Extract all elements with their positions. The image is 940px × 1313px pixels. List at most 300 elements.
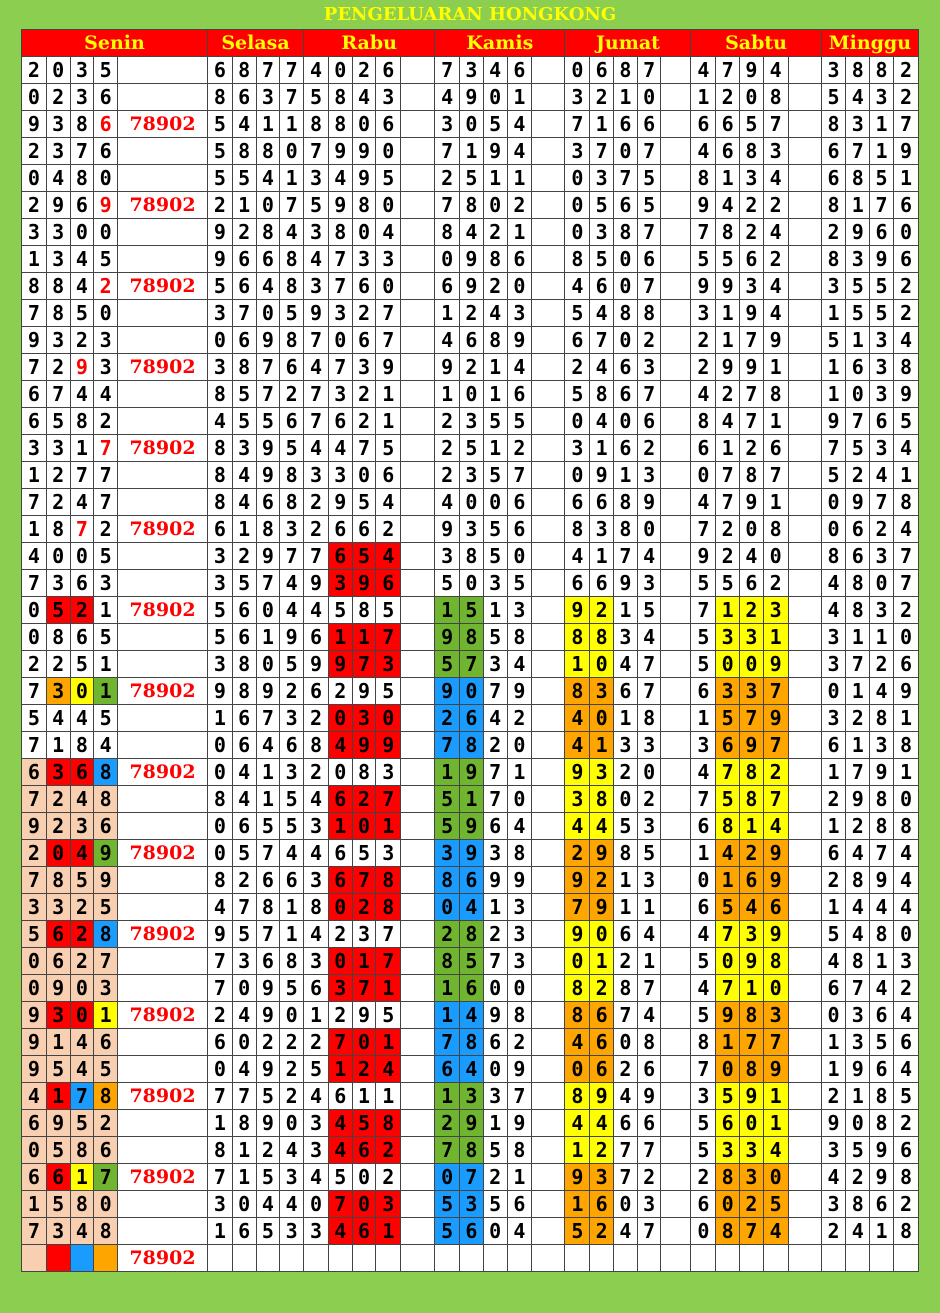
jumat-digit: 8 bbox=[565, 678, 590, 705]
senin-digit: 5 bbox=[94, 246, 118, 273]
senin-digit bbox=[70, 1245, 94, 1272]
minggu-digit: 3 bbox=[821, 1137, 846, 1164]
senin-digit: 3 bbox=[70, 84, 94, 111]
kamis-digit bbox=[507, 1245, 532, 1272]
sabtu-digit bbox=[763, 1245, 788, 1272]
spacer-cell bbox=[661, 138, 691, 165]
jumat-digit: 7 bbox=[637, 1218, 661, 1245]
selasa-digit: 6 bbox=[232, 246, 256, 273]
minggu-digit: 2 bbox=[846, 462, 870, 489]
senin-digit: 8 bbox=[94, 1218, 118, 1245]
result-row bbox=[22, 1083, 919, 1110]
sabtu-digit: 9 bbox=[763, 921, 788, 948]
senin-digit: 2 bbox=[70, 597, 94, 624]
minggu-digit: 7 bbox=[870, 840, 894, 867]
kamis-digit: 9 bbox=[483, 867, 507, 894]
rabu-digit: 0 bbox=[352, 813, 376, 840]
kamis-digit: 5 bbox=[483, 516, 507, 543]
minggu-digit: 7 bbox=[821, 435, 846, 462]
selasa-digit: 1 bbox=[232, 192, 256, 219]
jumat-digit: 8 bbox=[565, 1002, 590, 1029]
senin-digit: 3 bbox=[70, 57, 94, 84]
selasa-digit: 5 bbox=[207, 165, 232, 192]
sabtu-digit: 5 bbox=[691, 1137, 716, 1164]
jumat-digit: 6 bbox=[637, 246, 661, 273]
rabu-digit: 0 bbox=[352, 219, 376, 246]
kamis-digit: 9 bbox=[483, 1002, 507, 1029]
selasa-digit: 3 bbox=[280, 759, 304, 786]
sabtu-digit: 7 bbox=[739, 1218, 763, 1245]
kamis-digit: 5 bbox=[435, 1191, 460, 1218]
senin-digit: 5 bbox=[46, 408, 70, 435]
minggu-digit: 8 bbox=[893, 732, 918, 759]
rabu-digit: 6 bbox=[352, 516, 376, 543]
senin-digit: 2 bbox=[46, 651, 70, 678]
jumat-digit: 4 bbox=[637, 921, 661, 948]
jumat-digit: 2 bbox=[590, 1137, 614, 1164]
senin-digit: 4 bbox=[46, 165, 70, 192]
jumat-digit: 6 bbox=[590, 273, 614, 300]
senin-digit: 5 bbox=[94, 624, 118, 651]
jumat-digit: 0 bbox=[565, 165, 590, 192]
jumat-digit: 2 bbox=[613, 1056, 637, 1083]
rabu-digit: 7 bbox=[328, 354, 352, 381]
senin-digit: 9 bbox=[22, 1056, 47, 1083]
minggu-digit: 2 bbox=[870, 516, 894, 543]
sabtu-digit: 1 bbox=[763, 408, 788, 435]
minggu-digit: 6 bbox=[821, 840, 846, 867]
spacer-cell bbox=[661, 948, 691, 975]
rabu-digit: 2 bbox=[352, 57, 376, 84]
minggu-digit: 2 bbox=[870, 651, 894, 678]
jumat-digit: 6 bbox=[590, 570, 614, 597]
rabu-digit: 8 bbox=[328, 111, 352, 138]
key-number bbox=[118, 624, 208, 651]
rabu-digit: 1 bbox=[376, 813, 401, 840]
selasa-digit: 4 bbox=[256, 165, 280, 192]
minggu-digit: 0 bbox=[893, 786, 918, 813]
minggu-digit: 9 bbox=[893, 678, 918, 705]
key-number bbox=[118, 1029, 208, 1056]
selasa-digit: 0 bbox=[232, 1029, 256, 1056]
kamis-digit: 1 bbox=[435, 381, 460, 408]
senin-digit: 1 bbox=[46, 1083, 70, 1110]
spacer-cell bbox=[661, 651, 691, 678]
sabtu-digit: 9 bbox=[763, 327, 788, 354]
selasa-digit: 6 bbox=[207, 1029, 232, 1056]
spacer-cell bbox=[401, 543, 435, 570]
sabtu-digit: 8 bbox=[716, 1218, 740, 1245]
jumat-digit: 1 bbox=[613, 705, 637, 732]
rabu-digit: 1 bbox=[352, 1083, 376, 1110]
kamis-digit: 1 bbox=[483, 1110, 507, 1137]
sabtu-digit: 1 bbox=[691, 705, 716, 732]
sabtu-digit bbox=[716, 1245, 740, 1272]
selasa-digit bbox=[280, 1245, 304, 1272]
minggu-digit: 8 bbox=[893, 813, 918, 840]
sabtu-digit: 2 bbox=[691, 327, 716, 354]
selasa-digit: 6 bbox=[256, 489, 280, 516]
spacer-cell bbox=[532, 1137, 565, 1164]
jumat-digit: 1 bbox=[590, 435, 614, 462]
kamis-digit: 5 bbox=[460, 597, 484, 624]
senin-digit: 8 bbox=[70, 732, 94, 759]
kamis-digit: 1 bbox=[435, 1002, 460, 1029]
senin-digit: 8 bbox=[70, 165, 94, 192]
sabtu-digit: 1 bbox=[763, 1083, 788, 1110]
jumat-digit: 0 bbox=[613, 246, 637, 273]
selasa-digit: 1 bbox=[280, 894, 304, 921]
sabtu-digit: 0 bbox=[763, 543, 788, 570]
spacer-cell bbox=[661, 786, 691, 813]
minggu-digit: 4 bbox=[846, 1218, 870, 1245]
spacer-cell bbox=[661, 678, 691, 705]
sabtu-digit: 5 bbox=[739, 111, 763, 138]
result-row bbox=[22, 624, 919, 651]
selasa-digit: 7 bbox=[256, 570, 280, 597]
kamis-digit: 3 bbox=[460, 1191, 484, 1218]
jumat-digit: 7 bbox=[613, 1164, 637, 1191]
key-number: 78902 bbox=[118, 921, 208, 948]
selasa-digit: 9 bbox=[207, 678, 232, 705]
rabu-digit: 7 bbox=[304, 543, 329, 570]
sabtu-digit: 1 bbox=[691, 84, 716, 111]
jumat-digit: 5 bbox=[637, 597, 661, 624]
senin-digit: 0 bbox=[70, 219, 94, 246]
selasa-digit: 1 bbox=[280, 921, 304, 948]
jumat-digit: 9 bbox=[590, 894, 614, 921]
jumat-digit: 7 bbox=[637, 975, 661, 1002]
jumat-digit: 6 bbox=[613, 354, 637, 381]
spacer-cell bbox=[661, 543, 691, 570]
sabtu-digit: 4 bbox=[763, 1218, 788, 1245]
minggu-digit: 4 bbox=[893, 327, 918, 354]
senin-digit: 8 bbox=[70, 408, 94, 435]
header-kamis: Kamis bbox=[435, 30, 565, 57]
senin-digit: 9 bbox=[22, 1029, 47, 1056]
key-number bbox=[118, 246, 208, 273]
kamis-digit: 7 bbox=[435, 138, 460, 165]
rabu-digit: 3 bbox=[376, 840, 401, 867]
spacer-cell bbox=[401, 1056, 435, 1083]
jumat-digit: 3 bbox=[613, 624, 637, 651]
kamis-digit: 6 bbox=[460, 867, 484, 894]
jumat-digit bbox=[565, 1245, 590, 1272]
selasa-digit: 3 bbox=[207, 543, 232, 570]
minggu-digit: 8 bbox=[870, 705, 894, 732]
sabtu-digit: 9 bbox=[763, 705, 788, 732]
minggu-digit: 4 bbox=[870, 975, 894, 1002]
senin-digit: 2 bbox=[70, 894, 94, 921]
header-rabu: Rabu bbox=[304, 30, 435, 57]
senin-digit: 7 bbox=[22, 678, 47, 705]
result-row bbox=[22, 1191, 919, 1218]
kamis-digit: 5 bbox=[435, 1218, 460, 1245]
rabu-digit: 3 bbox=[304, 273, 329, 300]
minggu-digit: 3 bbox=[870, 543, 894, 570]
spacer-cell bbox=[532, 786, 565, 813]
jumat-digit: 0 bbox=[613, 1029, 637, 1056]
rabu-digit: 3 bbox=[304, 462, 329, 489]
key-number bbox=[118, 732, 208, 759]
minggu-digit: 9 bbox=[870, 246, 894, 273]
senin-digit: 6 bbox=[46, 921, 70, 948]
rabu-digit: 6 bbox=[328, 516, 352, 543]
rabu-digit: 7 bbox=[376, 786, 401, 813]
sabtu-digit: 6 bbox=[763, 435, 788, 462]
spacer-cell bbox=[661, 1137, 691, 1164]
minggu-digit: 1 bbox=[870, 1218, 894, 1245]
selasa-digit: 4 bbox=[232, 1056, 256, 1083]
sabtu-digit: 8 bbox=[763, 516, 788, 543]
sabtu-digit: 6 bbox=[716, 111, 740, 138]
rabu-digit: 3 bbox=[328, 462, 352, 489]
kamis-digit: 4 bbox=[435, 84, 460, 111]
sabtu-digit: 4 bbox=[763, 813, 788, 840]
sabtu-digit: 5 bbox=[691, 246, 716, 273]
senin-digit: 8 bbox=[46, 516, 70, 543]
selasa-digit: 0 bbox=[280, 1002, 304, 1029]
spacer-cell bbox=[661, 1218, 691, 1245]
selasa-digit: 3 bbox=[207, 354, 232, 381]
spacer-cell bbox=[788, 1110, 821, 1137]
kamis-digit: 3 bbox=[483, 570, 507, 597]
selasa-digit: 0 bbox=[207, 813, 232, 840]
spacer-cell bbox=[661, 246, 691, 273]
senin-digit: 3 bbox=[46, 1002, 70, 1029]
sabtu-digit: 4 bbox=[691, 57, 716, 84]
spacer-cell bbox=[401, 786, 435, 813]
minggu-digit: 2 bbox=[893, 300, 918, 327]
minggu-digit: 8 bbox=[821, 543, 846, 570]
kamis-digit: 0 bbox=[483, 975, 507, 1002]
minggu-digit: 1 bbox=[893, 759, 918, 786]
selasa-digit: 1 bbox=[207, 1218, 232, 1245]
spacer-cell bbox=[661, 408, 691, 435]
jumat-digit: 2 bbox=[565, 354, 590, 381]
spacer-cell bbox=[661, 516, 691, 543]
jumat-digit: 8 bbox=[637, 705, 661, 732]
senin-digit: 8 bbox=[94, 1083, 118, 1110]
kamis-digit: 5 bbox=[435, 786, 460, 813]
senin-digit: 6 bbox=[94, 84, 118, 111]
rabu-digit: 7 bbox=[328, 273, 352, 300]
jumat-digit: 1 bbox=[613, 867, 637, 894]
spacer-cell bbox=[401, 435, 435, 462]
jumat-digit: 4 bbox=[637, 624, 661, 651]
rabu-digit: 0 bbox=[376, 192, 401, 219]
selasa-digit: 8 bbox=[232, 1110, 256, 1137]
rabu-digit: 6 bbox=[352, 273, 376, 300]
spacer-cell bbox=[661, 489, 691, 516]
sabtu-digit: 3 bbox=[739, 921, 763, 948]
kamis-digit: 9 bbox=[507, 678, 532, 705]
jumat-digit: 8 bbox=[590, 624, 614, 651]
kamis-digit: 1 bbox=[435, 1083, 460, 1110]
key-number bbox=[118, 165, 208, 192]
kamis-digit bbox=[460, 1245, 484, 1272]
selasa-digit: 1 bbox=[207, 705, 232, 732]
spacer-cell bbox=[401, 192, 435, 219]
sabtu-digit: 2 bbox=[763, 759, 788, 786]
key-number: 78902 bbox=[118, 516, 208, 543]
kamis-digit: 2 bbox=[435, 462, 460, 489]
key-number bbox=[118, 975, 208, 1002]
kamis-digit: 5 bbox=[460, 435, 484, 462]
rabu-digit: 0 bbox=[352, 462, 376, 489]
spacer-cell bbox=[661, 84, 691, 111]
jumat-digit: 1 bbox=[590, 111, 614, 138]
spacer-cell bbox=[401, 840, 435, 867]
sabtu-digit: 5 bbox=[691, 624, 716, 651]
kamis-digit: 2 bbox=[507, 705, 532, 732]
kamis-digit: 3 bbox=[460, 57, 484, 84]
jumat-digit: 7 bbox=[637, 381, 661, 408]
spacer-cell bbox=[788, 597, 821, 624]
senin-digit: 8 bbox=[46, 300, 70, 327]
sabtu-digit: 5 bbox=[716, 1083, 740, 1110]
kamis-digit: 0 bbox=[483, 192, 507, 219]
senin-digit: 2 bbox=[70, 327, 94, 354]
selasa-digit: 6 bbox=[232, 84, 256, 111]
spacer-cell bbox=[532, 759, 565, 786]
kamis-digit: 0 bbox=[483, 84, 507, 111]
jumat-digit: 3 bbox=[590, 1164, 614, 1191]
selasa-digit: 0 bbox=[207, 327, 232, 354]
jumat-digit: 6 bbox=[590, 57, 614, 84]
sabtu-digit: 6 bbox=[716, 732, 740, 759]
kamis-digit: 3 bbox=[483, 651, 507, 678]
sabtu-digit: 7 bbox=[691, 516, 716, 543]
spacer-cell bbox=[401, 759, 435, 786]
selasa-digit: 5 bbox=[207, 597, 232, 624]
kamis-digit: 2 bbox=[483, 273, 507, 300]
spacer-cell bbox=[661, 111, 691, 138]
rabu-digit: 5 bbox=[376, 678, 401, 705]
minggu-digit: 8 bbox=[846, 597, 870, 624]
selasa-digit: 7 bbox=[256, 354, 280, 381]
jumat-digit: 0 bbox=[565, 462, 590, 489]
kamis-digit: 4 bbox=[483, 300, 507, 327]
selasa-digit: 4 bbox=[207, 408, 232, 435]
selasa-digit: 6 bbox=[232, 732, 256, 759]
rabu-digit: 5 bbox=[352, 840, 376, 867]
kamis-digit: 3 bbox=[460, 516, 484, 543]
sabtu-digit: 7 bbox=[716, 489, 740, 516]
senin-digit: 5 bbox=[94, 1056, 118, 1083]
result-row bbox=[22, 921, 919, 948]
rabu-digit: 0 bbox=[376, 705, 401, 732]
jumat-digit: 5 bbox=[565, 381, 590, 408]
jumat-digit: 2 bbox=[590, 84, 614, 111]
rabu-digit: 3 bbox=[304, 1218, 329, 1245]
spacer-cell bbox=[532, 273, 565, 300]
minggu-digit: 1 bbox=[870, 111, 894, 138]
kamis-digit: 4 bbox=[460, 1056, 484, 1083]
key-number bbox=[118, 300, 208, 327]
kamis-digit: 3 bbox=[507, 597, 532, 624]
senin-digit: 1 bbox=[22, 246, 47, 273]
sabtu-digit: 4 bbox=[716, 408, 740, 435]
rabu-digit: 7 bbox=[304, 408, 329, 435]
spacer-cell bbox=[532, 381, 565, 408]
sabtu-digit: 6 bbox=[691, 111, 716, 138]
minggu-digit: 7 bbox=[893, 570, 918, 597]
rabu-digit: 4 bbox=[304, 435, 329, 462]
kamis-digit: 1 bbox=[483, 354, 507, 381]
rabu-digit bbox=[328, 1245, 352, 1272]
spacer-cell bbox=[788, 381, 821, 408]
jumat-digit: 4 bbox=[637, 543, 661, 570]
spacer-cell bbox=[532, 1218, 565, 1245]
spacer-cell bbox=[401, 273, 435, 300]
rabu-digit: 9 bbox=[328, 138, 352, 165]
kamis-digit: 9 bbox=[507, 327, 532, 354]
key-number bbox=[118, 219, 208, 246]
minggu-digit: 2 bbox=[821, 1083, 846, 1110]
spacer-cell bbox=[788, 1245, 821, 1272]
minggu-digit: 2 bbox=[893, 57, 918, 84]
sabtu-digit: 6 bbox=[691, 1191, 716, 1218]
minggu-digit: 3 bbox=[846, 1029, 870, 1056]
selasa-digit: 9 bbox=[256, 1110, 280, 1137]
jumat-digit: 4 bbox=[637, 1002, 661, 1029]
sabtu-digit: 5 bbox=[716, 894, 740, 921]
jumat-digit: 2 bbox=[613, 948, 637, 975]
selasa-digit: 8 bbox=[207, 435, 232, 462]
sabtu-digit: 7 bbox=[691, 786, 716, 813]
kamis-digit: 4 bbox=[507, 651, 532, 678]
spacer-cell bbox=[788, 624, 821, 651]
rabu-digit: 2 bbox=[352, 786, 376, 813]
kamis-digit bbox=[483, 1245, 507, 1272]
jumat-digit: 1 bbox=[613, 84, 637, 111]
minggu-digit: 1 bbox=[821, 1029, 846, 1056]
minggu-digit: 6 bbox=[870, 219, 894, 246]
selasa-digit: 0 bbox=[232, 1191, 256, 1218]
senin-digit: 8 bbox=[46, 624, 70, 651]
spacer-cell bbox=[532, 1029, 565, 1056]
selasa-digit: 6 bbox=[207, 57, 232, 84]
result-row bbox=[22, 57, 919, 84]
spacer-cell bbox=[401, 1191, 435, 1218]
jumat-digit: 1 bbox=[565, 1191, 590, 1218]
senin-digit: 6 bbox=[94, 138, 118, 165]
sabtu-digit: 9 bbox=[763, 840, 788, 867]
spacer-cell bbox=[788, 1218, 821, 1245]
minggu-digit: 8 bbox=[821, 192, 846, 219]
minggu-digit: 6 bbox=[846, 516, 870, 543]
jumat-digit: 9 bbox=[590, 840, 614, 867]
minggu-digit: 5 bbox=[821, 921, 846, 948]
jumat-digit: 3 bbox=[590, 165, 614, 192]
rabu-digit: 7 bbox=[376, 948, 401, 975]
sabtu-digit: 9 bbox=[763, 867, 788, 894]
sabtu-digit: 3 bbox=[739, 624, 763, 651]
rabu-digit: 3 bbox=[328, 570, 352, 597]
selasa-digit: 4 bbox=[280, 1191, 304, 1218]
spacer-cell bbox=[661, 192, 691, 219]
spacer-cell bbox=[401, 732, 435, 759]
minggu-digit: 9 bbox=[893, 138, 918, 165]
selasa-digit: 9 bbox=[256, 678, 280, 705]
jumat-digit: 7 bbox=[637, 57, 661, 84]
senin-digit: 3 bbox=[46, 219, 70, 246]
minggu-digit: 9 bbox=[870, 867, 894, 894]
selasa-digit: 0 bbox=[207, 759, 232, 786]
rabu-digit: 0 bbox=[328, 759, 352, 786]
spacer-cell bbox=[532, 570, 565, 597]
